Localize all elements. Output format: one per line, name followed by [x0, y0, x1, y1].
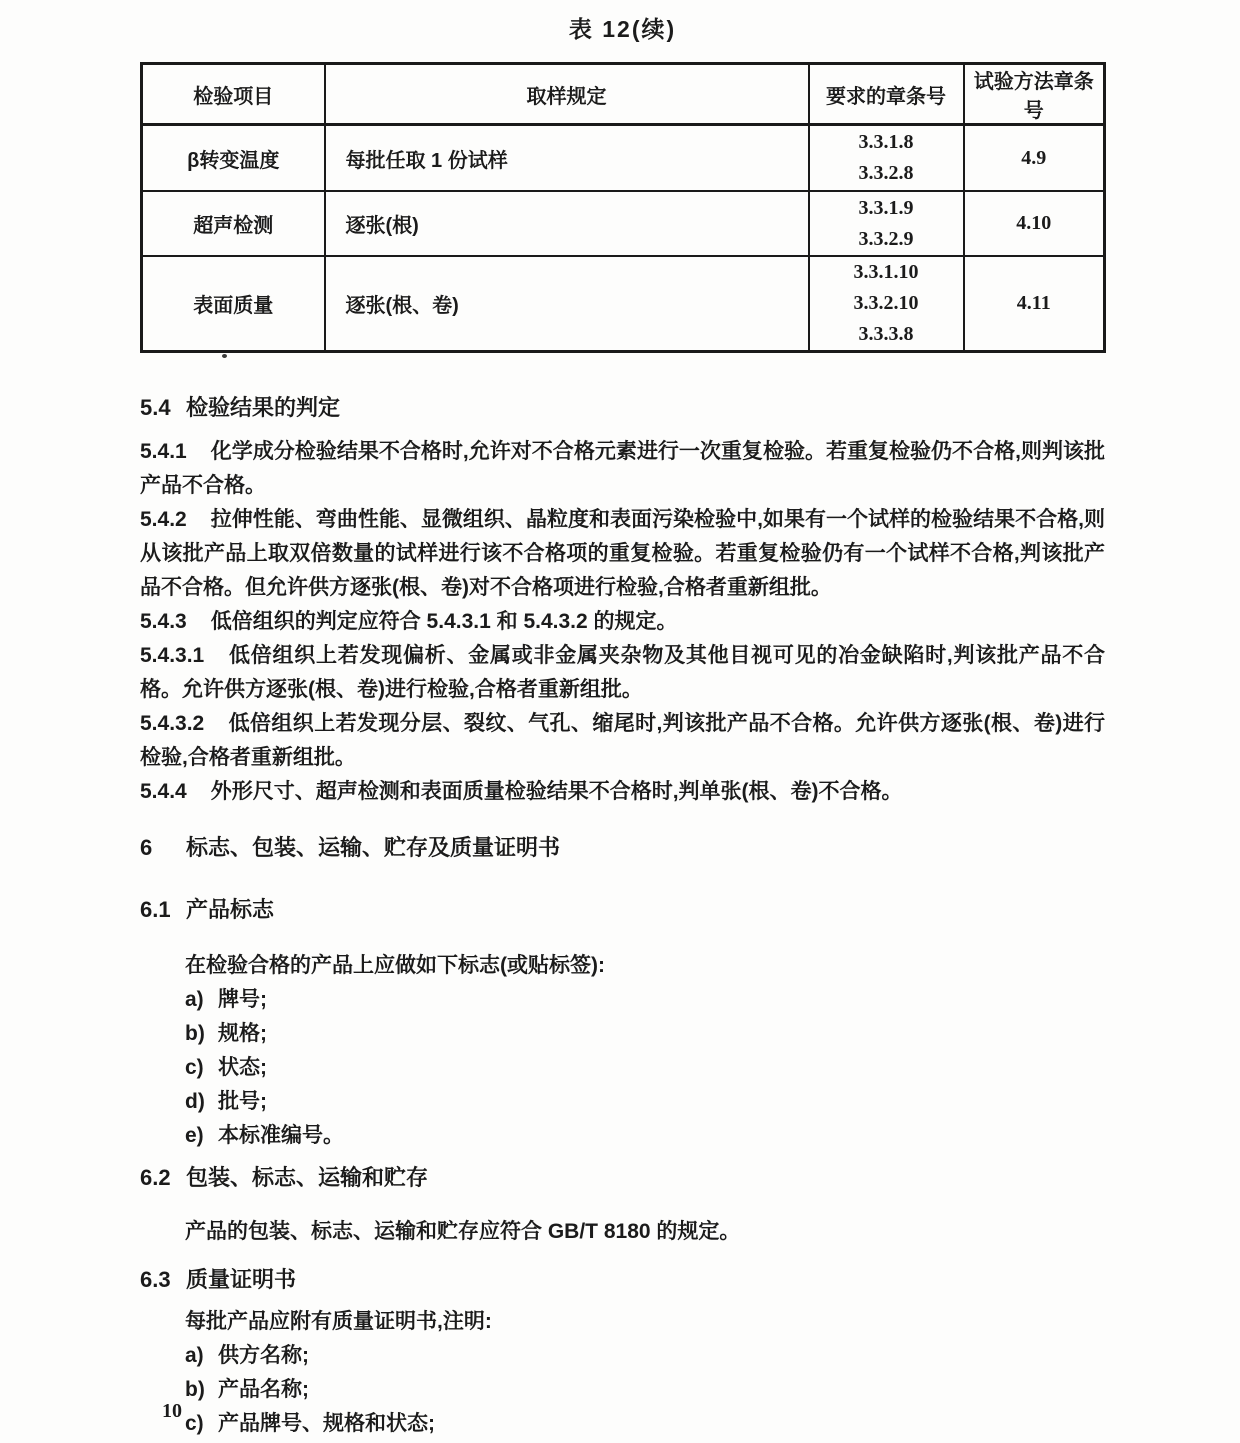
list-text: 本标准编号。: [218, 1124, 344, 1147]
list-item: [140, 983, 1105, 1017]
table-row: [142, 125, 1105, 192]
marking-list: [140, 983, 1105, 1153]
certificate-list: [140, 1339, 1105, 1441]
cell-test-method-clause: 4.9: [964, 125, 1105, 192]
list-label: c): [185, 1412, 204, 1435]
requirement-clause: 3.3.2.8: [858, 162, 914, 184]
list-text: 供方名称;: [218, 1344, 309, 1367]
clause-number: 5.4.3.2: [140, 712, 205, 735]
paragraph-6-3-intro: 每批产品应附有质量证明书,注明:: [185, 1310, 492, 1333]
list-label: a): [185, 1344, 204, 1367]
paragraph-text: 低倍组织上若发现偏析、金属或非金属夹杂物及其他目视可见的冶金缺陷时,判该批产品不合格。允许供方逐张(根、卷)进行检验,合格者重新组批。: [140, 644, 1105, 701]
heading-6-1: [140, 897, 1105, 923]
list-text: 产品名称;: [218, 1378, 309, 1401]
clause-number: 5.4.3: [140, 610, 187, 633]
cell-sampling: 逐张(根、卷): [325, 256, 809, 352]
paragraph-5-4-3-1: [140, 639, 1105, 707]
list-item: [140, 1017, 1105, 1051]
requirement-clause: 3.3.2.9: [858, 227, 914, 250]
paragraph-text: 化学成分检验结果不合格时,允许对不合格元素进行一次重复检验。若重复检验仍不合格,则判该批产品不合格。: [140, 440, 1105, 497]
list-label: c): [185, 1056, 204, 1079]
paragraph-text: 低倍组织上若发现分层、裂纹、气孔、缩尾时,判该批产品不合格。允许供方逐张(根、卷)进行检验,合格者重新组批。: [140, 712, 1105, 769]
requirement-clause: 3.3.2.10: [853, 292, 919, 314]
page-number: 10: [162, 1400, 182, 1422]
inspection-table: [140, 62, 1106, 353]
clause-number: 6: [140, 835, 153, 860]
list-label: a): [185, 988, 204, 1011]
cell-item: β转变温度: [142, 125, 325, 192]
col-header-requirement-clause: 要求的章条号: [809, 64, 964, 125]
heading-6-2: [140, 1165, 1105, 1191]
list-text: 批号;: [218, 1090, 267, 1113]
heading-5-4: [140, 395, 1105, 421]
clause-number: 5.4.3.1: [140, 644, 205, 667]
list-label: e): [185, 1124, 204, 1147]
paragraph-text: 拉伸性能、弯曲性能、显微组织、晶粒度和表面污染检验中,如果有一个试样的检验结果不合格,则从该批产品上取双倍数量的试样进行该不合格项的重复检验。若重复检验仍有一个试样不合格,判该批产品不合格。但允许供方逐张(根、卷)对不合格项进行检验,合格者重新组批。: [140, 508, 1105, 599]
cell-requirement-clauses: [809, 256, 964, 352]
clause-number: 5.4.1: [140, 440, 187, 463]
paragraph-5-4-1: [140, 435, 1105, 503]
list-item: [140, 1085, 1105, 1119]
cell-sampling: 逐张(根): [325, 191, 809, 256]
list-item: [140, 1339, 1105, 1373]
list-item: [140, 1119, 1105, 1153]
heading-text: 质量证明书: [186, 1267, 297, 1292]
list-item: [140, 1373, 1105, 1407]
clause-number: 5.4: [140, 395, 171, 420]
clause-number: 5.4.4: [140, 780, 187, 803]
list-item: [140, 1407, 1105, 1441]
paragraph-5-4-3-2: [140, 707, 1105, 775]
requirement-clause: 3.3.1.10: [853, 261, 919, 283]
clause-number: 6.3: [140, 1267, 171, 1292]
table-row: [142, 191, 1105, 256]
page-content: [140, 14, 1105, 1441]
heading-6-3: [140, 1267, 1105, 1293]
heading-text: 包装、标志、运输和贮存: [186, 1165, 429, 1190]
cell-sampling: 每批任取 1 份试样: [325, 125, 809, 192]
paragraph-6-1-intro: 在检验合格的产品上应做如下标志(或贴标签):: [185, 954, 605, 977]
cell-item: 表面质量: [142, 256, 325, 352]
list-text: 状态;: [218, 1056, 267, 1079]
paragraph-text: 低倍组织的判定应符合 5.4.3.1 和 5.4.3.2 的规定。: [210, 610, 678, 633]
cell-requirement-clauses: [809, 191, 964, 256]
col-header-inspection-item: 检验项目: [142, 64, 325, 125]
paragraph-6-2-body: 产品的包装、标志、运输和贮存应符合 GB/T 8180 的规定。: [185, 1220, 741, 1243]
list-item: [140, 1051, 1105, 1085]
clause-number: 6.1: [140, 897, 171, 922]
cell-item: 超声检测: [142, 191, 325, 256]
col-header-sampling-rule: 取样规定: [325, 64, 809, 125]
list-text: 产品牌号、规格和状态;: [218, 1412, 435, 1435]
requirement-clause: 3.3.3.8: [858, 323, 914, 345]
list-label: b): [185, 1022, 205, 1045]
table-header-row: [142, 64, 1105, 125]
cell-requirement-clauses: [809, 125, 964, 192]
list-text: 牌号;: [218, 988, 267, 1011]
clause-paragraphs: [140, 435, 1105, 809]
paragraph-5-4-3: [140, 605, 1105, 639]
col-header-test-method-clause: 试验方法章条号: [964, 64, 1105, 125]
heading-text: 产品标志: [186, 897, 275, 922]
list-label: b): [185, 1378, 205, 1401]
heading-text: 检验结果的判定: [186, 395, 341, 420]
clause-number: 5.4.2: [140, 508, 187, 531]
table-caption: 表 12(续): [568, 16, 677, 42]
paragraph-5-4-2: [140, 503, 1105, 605]
list-text: 规格;: [218, 1022, 267, 1045]
paragraph-5-4-4: [140, 775, 1105, 809]
scan-speck-artifact: [222, 354, 227, 358]
cell-test-method-clause: 4.11: [964, 256, 1105, 352]
heading-6: [140, 835, 1105, 861]
table-row: [142, 256, 1105, 352]
paragraph-text: 外形尺寸、超声检测和表面质量检验结果不合格时,判单张(根、卷)不合格。: [210, 780, 903, 803]
heading-text: 标志、包装、运输、贮存及质量证明书: [186, 835, 561, 860]
requirement-clause: 3.3.1.8: [858, 131, 914, 153]
cell-test-method-clause: 4.10: [964, 191, 1105, 256]
list-label: d): [185, 1090, 205, 1113]
clause-number: 6.2: [140, 1165, 171, 1190]
requirement-clause: 3.3.1.9: [858, 196, 914, 219]
